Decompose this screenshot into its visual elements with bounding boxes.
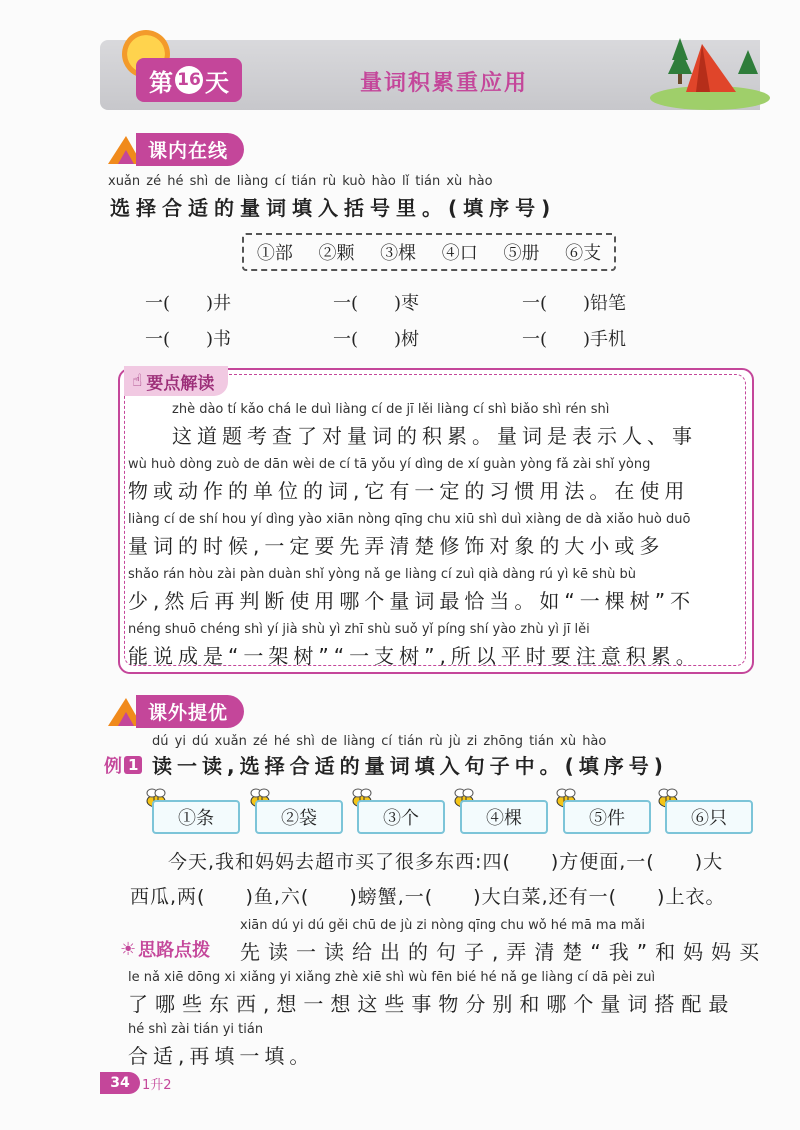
- section-label-in-class: [104, 132, 244, 166]
- choice-card: ②袋: [255, 800, 343, 834]
- options-box: [242, 233, 616, 271]
- section-label-extra: [104, 694, 244, 728]
- hint-pinyin: xiān dú yi dú gěi chū de jù zi nòng qīng chu wǒ hé mā ma mǎi: [240, 918, 645, 933]
- option-item: ②颗: [318, 243, 355, 264]
- hint-line: 先读一读给出的句子,弄清楚“我”和妈妈买: [240, 940, 768, 964]
- keypoint-line: 少,然后再判断使用哪个量词最恰当。如“一棵树”不: [128, 589, 696, 613]
- keypoint-pinyin: shǎo rán hòu zài pàn duàn shǐ yòng nǎ ge liàng cí zuì qià dàng rú yì kē shù bù: [128, 567, 637, 582]
- example-instruction: 读一读,选择合适的量词填入句子中。(填序号): [152, 754, 668, 778]
- sentence-line: 今天,我和妈妈去超市买了很多东西:四( )方便面,一( )大: [168, 851, 724, 873]
- choice-card: ③个: [357, 800, 445, 834]
- blank-item: 一( )井: [145, 293, 232, 314]
- day-badge: [136, 58, 242, 102]
- keypoint-line: 能说成是“一架树”“一支树”,所以平时要注意积累。: [128, 644, 701, 668]
- example-number: 1: [124, 756, 142, 774]
- keypoint-line: 量词的时候,一定要先弄清楚修饰对象的大小或多: [128, 534, 665, 558]
- sentence-line: 西瓜,两( )鱼,六( )螃蟹,一( )大白菜,还有一( )上衣。: [130, 886, 726, 908]
- example-label-text: 例: [104, 756, 122, 777]
- choice-card: ①条: [152, 800, 240, 834]
- blank-item: 一( )枣: [333, 293, 420, 314]
- keypoint-pinyin: zhè dào tí kǎo chá le duì liàng cí de jī lěi liàng cí shì biǎo shì rén shì: [172, 402, 610, 417]
- keypoint-line: 物或动作的单位的词,它有一定的习惯用法。在使用: [128, 479, 690, 503]
- blank-item: 一( )铅笔: [522, 293, 627, 314]
- hint-tag: [120, 936, 210, 962]
- choice-card: ④棵: [460, 800, 548, 834]
- choice-card: ⑤件: [563, 800, 651, 834]
- blank-item: 一( )书: [145, 329, 232, 350]
- hint-pinyin: hé shì zài tián yi tián: [128, 1022, 264, 1037]
- keypoint-pinyin: liàng cí de shí hou yí dìng yào xiān nòng qīng chu xiū shì duì xiàng de dà xiǎo huò duō: [128, 512, 691, 527]
- hint-label: 思路点拨: [138, 940, 211, 961]
- option-item: ④口: [441, 243, 478, 264]
- hand-icon: ☝: [132, 371, 143, 391]
- tent-illustration-icon: [640, 30, 770, 110]
- page-number: 34: [100, 1072, 140, 1094]
- day-suffix: 天: [205, 68, 229, 97]
- hint-line: 了哪些东西,想一想这些事物分别和哪个量词搭配最: [128, 992, 736, 1016]
- lightbulb-icon: ☀: [120, 938, 137, 960]
- keypoint-pinyin: néng shuō chéng shì yí jià shù yì zhī shù suǒ yǐ píng shí yào zhù yì jī lěi: [128, 622, 590, 637]
- grade-label: 1升2: [142, 1078, 172, 1093]
- instruction-pinyin: xuǎn zé hé shì de liàng cí tián rù kuò hào lǐ tián xù hào: [108, 174, 493, 189]
- option-item: ①部: [256, 243, 293, 264]
- blank-item: 一( )树: [333, 329, 420, 350]
- keypoints-label: 要点解读: [146, 373, 215, 394]
- blank-item: 一( )手机: [522, 329, 627, 350]
- hint-line: 合适,再填一填。: [128, 1044, 315, 1068]
- option-item: ⑥支: [565, 243, 602, 264]
- option-item: ③棵: [380, 243, 417, 264]
- hint-pinyin: le nǎ xiē dōng xi xiǎng yi xiǎng zhè xiē shì wù fēn bié hé nǎ ge liàng cí dā pèi zuì: [128, 970, 656, 985]
- keypoint-pinyin: wù huò dòng zuò de dān wèi de cí tā yǒu yí dìng de xí guàn yòng fǎ zài shǐ yòng: [128, 457, 651, 472]
- page-title: 量词积累重应用: [360, 71, 529, 96]
- example-label: [104, 752, 142, 778]
- example-pinyin: dú yi dú xuǎn zé hé shì de liàng cí tián rù jù zi zhōng tián xù hào: [152, 734, 607, 749]
- day-prefix: 第: [149, 68, 173, 97]
- choice-card: ⑥只: [665, 800, 753, 834]
- keypoints-tag: [124, 366, 228, 396]
- keypoint-line: 这道题考查了对量词的积累。量词是表示人、事: [172, 424, 697, 448]
- day-number: 16: [175, 66, 203, 94]
- instruction-text: 选择合适的量词填入括号里。(填序号): [110, 196, 557, 220]
- section-label-text: 课内在线: [136, 133, 244, 166]
- option-item: ⑤册: [503, 243, 540, 264]
- section-label-text: 课外提优: [136, 695, 244, 728]
